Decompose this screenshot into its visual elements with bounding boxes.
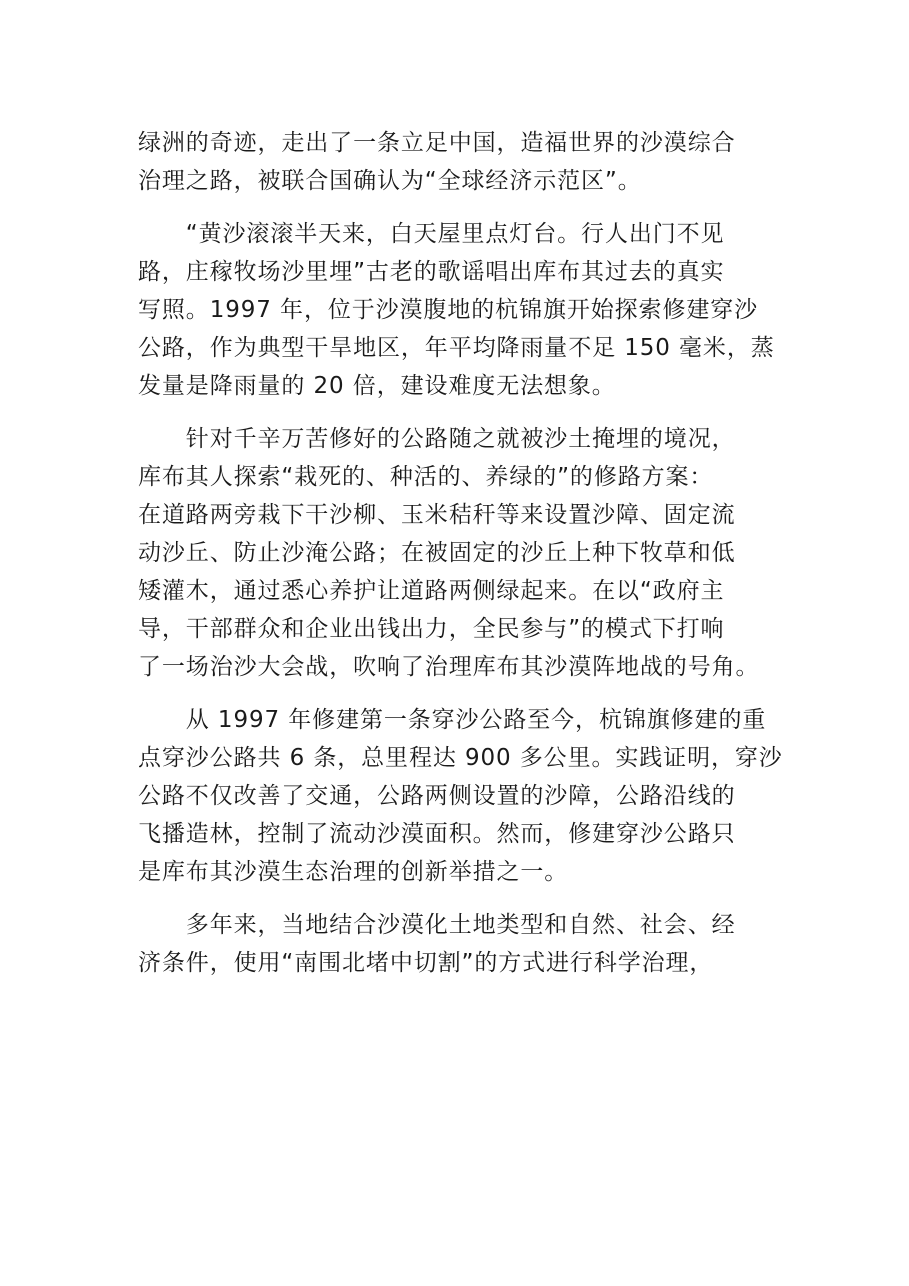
paragraph-5 — [138, 906, 778, 982]
text-line: 路，庄稼牧场沙里埋”古老的歌谣唱出库布其过去的真实 — [138, 259, 725, 285]
text-line: 飞播造林，控制了流动沙漠面积。然而，修建穿沙公路只 — [138, 821, 736, 847]
text-line: 绿洲的奇迹，走出了一条立足中国，造福世界的沙漠综合 — [138, 130, 736, 156]
text-line: 写照。1997 年，位于沙漠腹地的杭锦旗开始探索修建穿沙 — [138, 297, 759, 323]
text-line: 治理之路，被联合国确认为“全球经济示范区”。 — [138, 168, 642, 194]
text-line: 在道路两旁栽下干沙柳、玉米秸秆等来设置沙障、固定流 — [138, 502, 736, 528]
text-line: 从 1997 年修建第一条穿沙公路至今，杭锦旗修建的重 — [138, 707, 767, 733]
text-line: 动沙丘、防止沙淹公路；在被固定的沙丘上种下牧草和低 — [138, 540, 736, 566]
text-line: 矮灌木，通过悉心养护让道路两侧绿起来。在以“政府主 — [138, 578, 725, 604]
text-line: 公路不仅改善了交通，公路两侧设置的沙障，公路沿线的 — [138, 783, 736, 809]
text-line: 针对千辛万苦修好的公路随之就被沙土掩埋的境况， — [138, 426, 736, 452]
paragraph-4 — [138, 701, 783, 891]
text-line: 济条件，使用“南围北堵中切割”的方式进行科学治理， — [138, 950, 714, 976]
text-line: 库布其人探索“栽死的、种活的、养绿的”的修路方案： — [138, 464, 714, 490]
text-line: 多年来，当地结合沙漠化土地类型和自然、社会、经 — [138, 912, 736, 938]
paragraph-3 — [138, 420, 778, 686]
text-line: 导，干部群众和企业出钱出力，全民参与”的模式下打响 — [138, 616, 725, 642]
text-line: “黄沙滚滚半天来，白天屋里点灯台。行人出门不见 — [138, 221, 725, 247]
paragraph-1 — [138, 124, 778, 200]
text-line: 是库布其沙漠生态治理的创新举措之一。 — [138, 859, 569, 885]
text-line: 发量是降雨量的 20 倍，建设难度无法想象。 — [138, 373, 616, 399]
text-line: 公路，作为典型干旱地区，年平均降雨量不足 150 毫米，蒸 — [138, 335, 775, 361]
paragraph-2 — [138, 215, 778, 405]
document-body — [138, 124, 783, 982]
text-line: 点穿沙公路共 6 条，总里程达 900 多公里。实践证明，穿沙 — [138, 745, 783, 771]
text-line: 了一场治沙大会战，吹响了治理库布其沙漠阵地战的号角。 — [138, 654, 760, 680]
